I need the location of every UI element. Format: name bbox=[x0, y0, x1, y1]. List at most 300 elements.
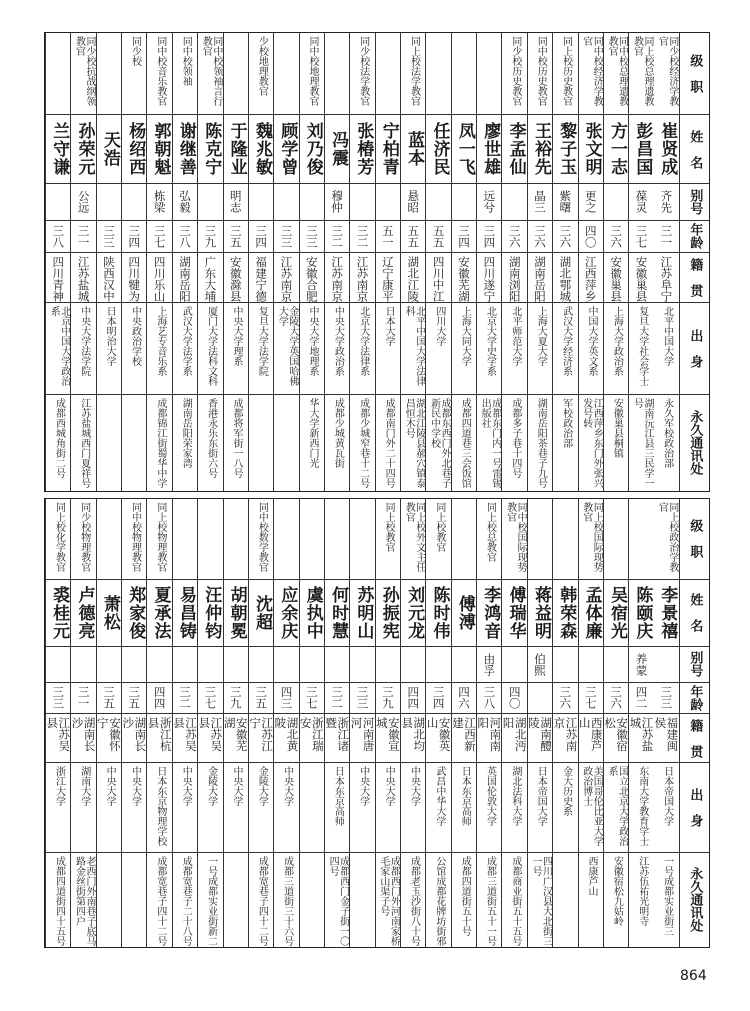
staff-column bbox=[552, 33, 577, 491]
staff-column bbox=[299, 33, 324, 491]
cell-education bbox=[579, 763, 603, 853]
name-text: 崔贤成 bbox=[657, 122, 678, 177]
staff-column bbox=[603, 499, 628, 947]
cell-education bbox=[97, 303, 121, 395]
cell-address bbox=[350, 395, 374, 491]
cell-age bbox=[350, 683, 374, 714]
cell-origin bbox=[147, 253, 171, 303]
cell-rank bbox=[350, 499, 374, 580]
cell-name bbox=[274, 580, 298, 647]
cell-name bbox=[224, 580, 248, 647]
cell-address bbox=[249, 395, 273, 491]
cell-origin bbox=[97, 253, 121, 303]
cell-address bbox=[300, 395, 324, 491]
rank-text: 同中校数学教官 bbox=[256, 502, 268, 572]
header-label: 籍 贯 bbox=[687, 258, 703, 298]
cell-origin bbox=[528, 253, 552, 303]
cell-rank bbox=[147, 499, 171, 580]
name-text: 张椿芳 bbox=[353, 122, 374, 177]
address-text: 军校政治部 bbox=[560, 397, 572, 448]
cell-alias bbox=[249, 647, 273, 683]
cell-alias bbox=[579, 647, 603, 683]
cell-age bbox=[528, 221, 552, 253]
cell-rank bbox=[325, 33, 349, 115]
cell-rank bbox=[426, 33, 450, 115]
rank-text: 同少校法学教官 bbox=[357, 36, 369, 106]
cell-origin bbox=[502, 714, 526, 763]
header-cell bbox=[680, 115, 709, 184]
header-cell bbox=[680, 184, 709, 221]
staff-column bbox=[400, 499, 425, 947]
cell-name bbox=[147, 115, 171, 184]
cell-origin bbox=[629, 714, 653, 763]
rank-text: 同中校领袖言行教官 bbox=[200, 36, 222, 106]
cell-address bbox=[274, 395, 298, 491]
cell-alias bbox=[350, 647, 374, 683]
cell-rank bbox=[325, 499, 349, 580]
age-text: 三五 bbox=[127, 686, 142, 710]
cell-name bbox=[350, 580, 374, 647]
cell-origin bbox=[274, 714, 298, 763]
cell-education bbox=[426, 763, 450, 853]
staff-column bbox=[45, 499, 70, 947]
cell-age bbox=[629, 221, 653, 253]
staff-column bbox=[248, 499, 273, 947]
rank-text: 同少校经济学教官 bbox=[656, 36, 678, 106]
education-text: 湖北法科大学 bbox=[509, 766, 521, 827]
cell-rank bbox=[71, 499, 95, 580]
cell-address bbox=[654, 395, 679, 491]
cell-education bbox=[122, 763, 146, 853]
name-text: 彭昌国 bbox=[632, 122, 653, 177]
staff-column bbox=[70, 33, 95, 491]
cell-rank bbox=[71, 33, 95, 115]
origin-text: 福建闽侯 bbox=[653, 717, 680, 752]
cell-alias bbox=[97, 184, 121, 221]
education-text: 金陵大学 bbox=[205, 766, 217, 807]
address-text: 安徽巢县桐镇 bbox=[611, 397, 623, 458]
education-text: 四川大学 bbox=[433, 306, 445, 347]
cell-origin bbox=[71, 714, 95, 763]
address-text: 湖南沅江县三民学一号 bbox=[631, 397, 653, 488]
origin-text: 江西新建 bbox=[450, 717, 477, 752]
cell-name bbox=[224, 115, 248, 184]
staff-column bbox=[349, 33, 374, 491]
cell-address bbox=[579, 395, 603, 491]
cell-name bbox=[579, 580, 603, 647]
cell-age bbox=[198, 683, 222, 714]
header-label: 出 身 bbox=[687, 329, 703, 369]
cell-education bbox=[629, 763, 653, 853]
age-text: 三六 bbox=[558, 686, 573, 710]
cell-origin bbox=[502, 253, 526, 303]
cell-age bbox=[376, 221, 400, 253]
age-text: 三六 bbox=[533, 224, 548, 248]
education-text: 日本大学 bbox=[383, 306, 395, 347]
staff-column bbox=[121, 33, 146, 491]
cell-origin bbox=[579, 253, 603, 303]
address-text: 成都三道街五十一号 bbox=[484, 855, 496, 946]
cell-age bbox=[452, 221, 476, 253]
rank-text: 同中校物理教官 bbox=[129, 502, 141, 572]
cell-name bbox=[376, 115, 400, 184]
cell-origin bbox=[401, 253, 425, 303]
staff-column bbox=[375, 499, 400, 947]
cell-age bbox=[46, 683, 70, 714]
cell-education bbox=[553, 303, 577, 395]
cell-name bbox=[249, 580, 273, 647]
cell-education bbox=[401, 303, 425, 395]
header-label: 年龄 bbox=[687, 223, 703, 250]
age-text: 三九 bbox=[203, 224, 218, 248]
cell-alias bbox=[325, 184, 349, 221]
staff-column bbox=[223, 499, 248, 947]
cell-alias bbox=[122, 647, 146, 683]
cell-name bbox=[46, 115, 70, 184]
cell-origin bbox=[71, 253, 95, 303]
cell-name bbox=[401, 580, 425, 647]
cell-education bbox=[274, 763, 298, 853]
header-label: 永久通讯处 bbox=[687, 410, 703, 476]
header-cell bbox=[680, 253, 709, 303]
cell-name bbox=[198, 115, 222, 184]
cell-rank bbox=[46, 499, 70, 580]
cell-education bbox=[401, 763, 425, 853]
education-text: 中央大学 bbox=[357, 766, 369, 807]
cell-origin bbox=[300, 714, 324, 763]
cell-education bbox=[350, 763, 374, 853]
rank-text: 同少校 bbox=[129, 36, 141, 66]
cell-alias bbox=[97, 647, 121, 683]
cell-name bbox=[553, 580, 577, 647]
cell-origin bbox=[249, 253, 273, 303]
age-text: 四二 bbox=[634, 686, 649, 710]
cell-name bbox=[604, 580, 628, 647]
cell-age bbox=[401, 683, 425, 714]
header-label: 永久通讯处 bbox=[687, 867, 703, 933]
cell-alias bbox=[426, 184, 450, 221]
origin-text: 四川遂宁 bbox=[482, 255, 497, 302]
cell-education bbox=[71, 763, 95, 853]
cell-origin bbox=[97, 714, 121, 763]
origin-text: 江苏江宁 bbox=[248, 717, 275, 752]
cell-rank bbox=[579, 499, 603, 580]
cell-alias bbox=[426, 647, 450, 683]
address-text: 成都宽巷子四十二号 bbox=[154, 855, 166, 946]
origin-text: 浙江杭县 bbox=[146, 717, 173, 752]
cell-rank bbox=[654, 33, 679, 115]
cell-education bbox=[528, 763, 552, 853]
cell-origin bbox=[46, 253, 70, 303]
age-text: 三三 bbox=[51, 686, 66, 710]
cell-address bbox=[629, 395, 653, 491]
cell-age bbox=[300, 221, 324, 253]
age-text: 三一 bbox=[659, 224, 674, 248]
address-text: 湖北江陵县郝穴镇泰昌恒木号 bbox=[403, 397, 425, 488]
staff-column bbox=[248, 33, 273, 491]
cell-address bbox=[579, 853, 603, 947]
cell-origin bbox=[426, 253, 450, 303]
age-text: 三四 bbox=[431, 686, 446, 710]
cell-origin bbox=[325, 253, 349, 303]
staff-column bbox=[578, 33, 603, 491]
cell-education bbox=[325, 763, 349, 853]
origin-text: 河南唐河 bbox=[349, 717, 376, 752]
staff-column bbox=[501, 499, 526, 947]
education-text: 日本帝国大学 bbox=[661, 766, 673, 827]
cell-age bbox=[71, 683, 95, 714]
header-label: 别号 bbox=[687, 188, 703, 215]
cell-rank bbox=[224, 499, 248, 580]
cell-address bbox=[224, 853, 248, 947]
cell-alias bbox=[629, 647, 653, 683]
origin-text: 安徽合肥 bbox=[304, 255, 319, 302]
staff-column bbox=[400, 33, 425, 491]
age-text: 四四 bbox=[152, 686, 167, 710]
cell-education bbox=[71, 303, 95, 395]
cell-education bbox=[426, 303, 450, 395]
name-text: 吴宿光 bbox=[607, 585, 628, 640]
cell-alias bbox=[376, 184, 400, 221]
staff-column bbox=[223, 33, 248, 491]
staff-column bbox=[375, 33, 400, 491]
cell-origin bbox=[401, 714, 425, 763]
education-text: 上海大同大学 bbox=[459, 306, 471, 367]
cell-alias bbox=[553, 647, 577, 683]
cell-alias bbox=[249, 184, 273, 221]
origin-text: 广东大埔 bbox=[203, 255, 218, 302]
address-text: 成都将军街一八号 bbox=[230, 397, 242, 478]
rank-text: 同上校外文主任教官 bbox=[403, 502, 425, 572]
alias-text: 齐先 bbox=[659, 190, 674, 214]
name-text: 孙振宪 bbox=[378, 585, 399, 640]
cell-origin bbox=[198, 714, 222, 763]
origin-text: 湖南浏阳 bbox=[507, 255, 522, 302]
education-text: 北平中国大学法律科 bbox=[403, 306, 425, 387]
name-text: 李孟仙 bbox=[505, 122, 526, 177]
cell-alias bbox=[654, 647, 679, 683]
rank-text: 同少校历史教官 bbox=[509, 36, 521, 106]
cell-education bbox=[249, 303, 273, 395]
address-text: 成都老玉沙街八十号 bbox=[408, 855, 420, 946]
cell-education bbox=[173, 763, 197, 853]
cell-education bbox=[46, 763, 70, 853]
name-text: 蓝本 bbox=[404, 131, 425, 168]
alias-text: 穆仲 bbox=[330, 190, 345, 214]
origin-text: 四川中江 bbox=[431, 255, 446, 302]
cell-alias bbox=[224, 647, 248, 683]
education-text: 上海大夏大学 bbox=[535, 306, 547, 367]
cell-address bbox=[198, 853, 222, 947]
age-text: 三二 bbox=[178, 686, 193, 710]
staff-column bbox=[628, 499, 653, 947]
cell-age bbox=[173, 683, 197, 714]
cell-address bbox=[528, 395, 552, 491]
cell-address bbox=[300, 853, 324, 947]
age-text: 四六 bbox=[456, 686, 471, 710]
name-text: 萧松 bbox=[99, 594, 120, 631]
cell-origin bbox=[376, 714, 400, 763]
cell-age bbox=[274, 683, 298, 714]
name-text: 傅瑞华 bbox=[505, 585, 526, 640]
education-text: 复旦大学社会学士 bbox=[636, 306, 648, 387]
name-text: 天浩 bbox=[99, 131, 120, 168]
cell-age bbox=[604, 221, 628, 253]
cell-name bbox=[147, 580, 171, 647]
rank-text: 同上校政治学教官 bbox=[656, 502, 678, 572]
name-text: 任济民 bbox=[429, 122, 450, 177]
cell-address bbox=[147, 395, 171, 491]
cell-rank bbox=[528, 499, 552, 580]
cell-education bbox=[376, 303, 400, 395]
header-label: 籍 贯 bbox=[687, 718, 703, 758]
header-cell bbox=[680, 499, 709, 580]
header-label: 别号 bbox=[687, 651, 703, 678]
cell-education bbox=[528, 303, 552, 395]
cell-origin bbox=[122, 253, 146, 303]
alias-text: 由孚 bbox=[482, 652, 497, 676]
education-text: 中央大学法学院 bbox=[78, 306, 90, 377]
origin-text: 河南南阳 bbox=[476, 717, 503, 752]
staff-column bbox=[299, 499, 324, 947]
alias-text: 公远 bbox=[76, 190, 91, 214]
education-text: 日本明治大学 bbox=[104, 306, 116, 367]
cell-origin bbox=[198, 253, 222, 303]
education-text: 上海大学政治系 bbox=[611, 306, 623, 377]
origin-text: 西康芦山 bbox=[577, 717, 604, 752]
cell-rank bbox=[629, 499, 653, 580]
education-text: 金大历史系 bbox=[560, 766, 572, 817]
address-text: 湖南岳阳茶巷子九号 bbox=[535, 397, 547, 488]
cell-name bbox=[502, 580, 526, 647]
header-column bbox=[679, 499, 709, 947]
cell-age bbox=[147, 683, 171, 714]
cell-name bbox=[122, 115, 146, 184]
origin-text: 安徽巢县 bbox=[609, 255, 624, 302]
cell-address bbox=[604, 853, 628, 947]
staff-column bbox=[349, 499, 374, 947]
cell-rank bbox=[452, 33, 476, 115]
cell-rank bbox=[122, 33, 146, 115]
cell-age bbox=[477, 221, 501, 253]
cell-education bbox=[173, 303, 197, 395]
origin-text: 湖南长沙 bbox=[121, 717, 148, 752]
rank-text: 同上校教官 bbox=[433, 502, 445, 552]
name-text: 陈颐庆 bbox=[632, 585, 653, 640]
address-text: 老西门外南巷子底马路金丝街第四户 bbox=[73, 855, 96, 946]
cell-age bbox=[46, 221, 70, 253]
alias-text: 弘毅 bbox=[178, 190, 193, 214]
cell-address bbox=[426, 395, 450, 491]
cell-education bbox=[198, 303, 222, 395]
address-text: 成都锦江街蜀华中学 bbox=[154, 397, 166, 488]
cell-origin bbox=[350, 714, 374, 763]
staff-column bbox=[451, 33, 476, 491]
age-text: 五五 bbox=[431, 224, 446, 248]
header-label: 级 职 bbox=[687, 54, 703, 94]
age-text: 四〇 bbox=[583, 224, 598, 248]
cell-name bbox=[452, 580, 476, 647]
cell-name bbox=[401, 115, 425, 184]
education-text: 英国伦敦大学 bbox=[484, 766, 496, 827]
education-text: 中央大学地理系 bbox=[307, 306, 319, 377]
address-text: 西康芦山 bbox=[585, 855, 597, 896]
cell-alias bbox=[579, 184, 603, 221]
education-text: 武汉大学经济系 bbox=[560, 306, 572, 377]
table-lower bbox=[44, 498, 710, 948]
cell-address bbox=[629, 853, 653, 947]
staff-column bbox=[324, 33, 349, 491]
cell-address bbox=[553, 853, 577, 947]
age-text: 三七 bbox=[583, 686, 598, 710]
cell-education bbox=[325, 303, 349, 395]
staff-column bbox=[172, 499, 197, 947]
cell-education bbox=[249, 763, 273, 853]
alias-text: 养蒙 bbox=[634, 652, 649, 676]
cell-education bbox=[147, 303, 171, 395]
cell-origin bbox=[477, 253, 501, 303]
cell-rank bbox=[300, 33, 324, 115]
cell-origin bbox=[528, 714, 552, 763]
cell-alias bbox=[173, 184, 197, 221]
cell-address bbox=[71, 395, 95, 491]
cell-age bbox=[553, 221, 577, 253]
cell-name bbox=[528, 115, 552, 184]
name-text: 蒋益明 bbox=[530, 585, 551, 640]
staff-column bbox=[578, 499, 603, 947]
rank-text: 同中校经济学教官 bbox=[580, 36, 603, 106]
cell-origin bbox=[325, 714, 349, 763]
cell-name bbox=[325, 115, 349, 184]
address-text: 成都西城角街二号 bbox=[53, 397, 65, 478]
cell-rank bbox=[350, 33, 374, 115]
age-text: 三三 bbox=[279, 224, 294, 248]
address-text: 成都少城窄巷十二号 bbox=[357, 397, 369, 488]
address-text: 成都商业街五十五号 bbox=[509, 855, 521, 946]
cell-name bbox=[300, 115, 324, 184]
cell-address bbox=[376, 853, 400, 947]
cell-alias bbox=[452, 184, 476, 221]
staff-column bbox=[451, 499, 476, 947]
header-column bbox=[679, 33, 709, 491]
origin-text: 辽宁康平 bbox=[380, 255, 395, 302]
address-text: 江苏伍祐光明寺 bbox=[636, 855, 648, 926]
cell-address bbox=[97, 395, 121, 491]
staff-column bbox=[197, 33, 222, 491]
age-text: 三六 bbox=[609, 224, 624, 248]
cell-name bbox=[300, 580, 324, 647]
staff-column bbox=[197, 499, 222, 947]
name-text: 韩荣森 bbox=[556, 585, 577, 640]
age-text: 三七 bbox=[203, 686, 218, 710]
cell-age bbox=[452, 683, 476, 714]
address-text: 成都四道街四十五号 bbox=[53, 855, 65, 946]
cell-education bbox=[579, 303, 603, 395]
staff-column bbox=[654, 499, 679, 947]
name-text: 陈时伟 bbox=[429, 585, 450, 640]
age-text: 三五 bbox=[254, 686, 269, 710]
table-upper bbox=[44, 32, 710, 492]
cell-rank bbox=[528, 33, 552, 115]
cell-rank bbox=[249, 499, 273, 580]
header-label: 级 职 bbox=[687, 519, 703, 559]
education-text: 日本东京物理学校 bbox=[154, 766, 166, 847]
cell-alias bbox=[502, 647, 526, 683]
cell-education bbox=[224, 303, 248, 395]
cell-age bbox=[579, 221, 603, 253]
origin-text: 江苏吴县 bbox=[197, 717, 224, 752]
education-text: 中国大学英文系 bbox=[585, 306, 597, 377]
